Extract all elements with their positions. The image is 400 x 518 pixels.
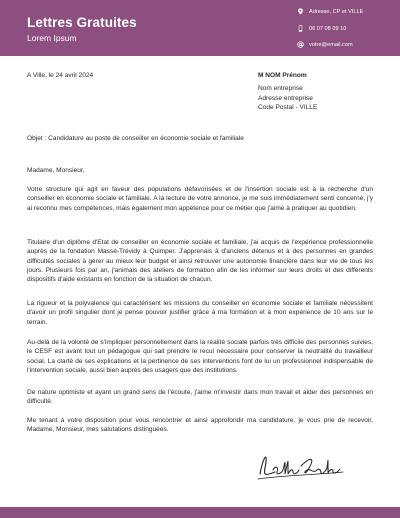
handwritten-signature — [255, 448, 345, 483]
contact-address-text: Adresse, CP et VILLE — [309, 9, 364, 15]
recipient-city: Code Postal - VILLE — [258, 104, 318, 111]
sender-name: Lettres Gratuites — [27, 15, 137, 30]
recipient-company: Nom entreprise — [258, 85, 303, 92]
at-sign-icon — [297, 41, 304, 48]
letter-paragraph: Au-delà de la volonté de s'impliquer personnellement dans la réalité sociale parfois très difficile des personnes suivies, le CESF est avant tout un pédagogue qui sait prendre le recul nécessaire pour conserver la neutralité du travailleur social. La clarté de ses explications et la pertinence de ses interventions font de lui un professionnel indispensable de l'intervention sociale, aussi bien auprès des usagers que des institutions. — [27, 339, 373, 374]
recipient-address: Adresse entreprise — [258, 94, 313, 102]
sender-subtitle: Lorem Ipsum — [27, 33, 77, 43]
footer-band — [0, 507, 400, 518]
phone-icon — [297, 25, 304, 32]
header-banner — [0, 0, 400, 56]
letter-paragraph: Me tenant à votre disposition pour vous rencontrer et ainsi approfondir ma candidature, je vous prie de recevoir, Madame, Monsieur, mes salutations distinguées. — [27, 417, 373, 434]
location-pin-icon — [297, 8, 304, 15]
contact-phone-text: 06 07 08 09 10 — [309, 26, 347, 32]
contact-email-text: votre@email.com — [309, 42, 353, 48]
letter-subject: Objet : Candidature au poste de conseiller en économie sociale et familiale — [27, 135, 244, 142]
letter-paragraph: Votre structure qui agit en faveur des populations défavorisées et de l'insertion sociale est à la recherche d'un conseiller en économie sociale et familiale. A la lecture de votre annonce, je me suis immédiatement senti concerné, j'y ai reconnu mes compétences, mais également mon appétence pour ce métier que j'aime à pratiquer au quotidien. — [27, 186, 373, 212]
letter-greeting: Madame, Monsieur, — [27, 167, 85, 174]
letter-date: A Ville, le 24 avril 2024 — [27, 72, 94, 79]
letter-paragraph: La rigueur et la polyvalence qui caractérisent les missions du conseiller en économie sociale et familiale nécessitent d'avoir un profil singulier dont je pense pouvoir justifier grâce à ma formation et à mon expérience de 10 ans sur le terrain. — [27, 300, 373, 326]
letter-paragraph: Titulaire d'un diplôme d'Etat de conseiller en économie sociale et familiale, j'ai acquis de l'expérience professionnelle auprès de la fondation Massé-Trévidy à Quimper. J'apprenais à d'anciens détenus et à des personnes en grandes difficultés sociales à gérer au mieux leur budget et ainsi retrouver une autonomie financière dans leur vie de tous les jours. Plusieurs fois par an, j'animais des ateliers de formation afin de les informer sur leurs droits et des différents dispositifs d'aide existants en fonction de la situation de chacun. — [27, 239, 373, 284]
recipient-name: M NOM Prénom — [258, 72, 307, 79]
letter-paragraph: De nature optimiste et ayant un grand sens de l'écoute, j'aime m'investir dans mon travail et aider des personnes en difficulté. — [27, 389, 373, 406]
